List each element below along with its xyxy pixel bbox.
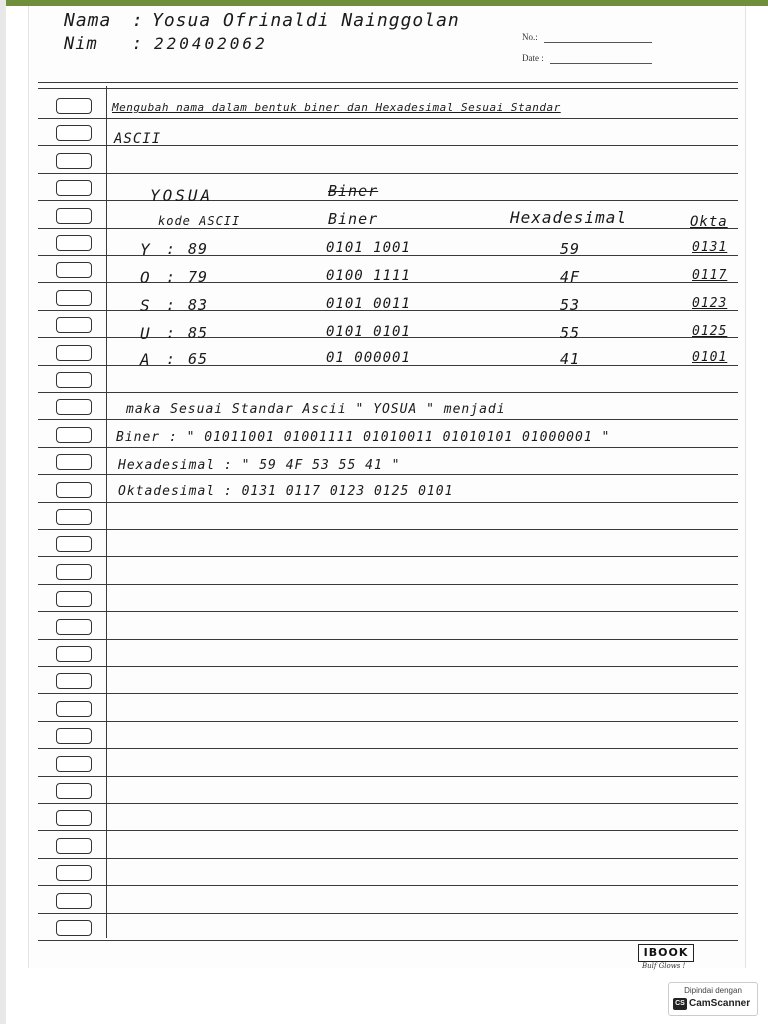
date-line bbox=[550, 63, 652, 64]
row-letter: U bbox=[140, 324, 151, 343]
name-label: Nama bbox=[64, 10, 112, 31]
notebook-brand-logo: IBOOK bbox=[638, 944, 694, 962]
row-letter: S bbox=[140, 296, 151, 315]
spiral-ring bbox=[56, 756, 92, 772]
spiral-ring bbox=[56, 783, 92, 799]
no-line bbox=[544, 42, 652, 43]
notebook-tagline: Bulf Glows ! bbox=[642, 962, 686, 970]
row-colon: : bbox=[166, 296, 177, 314]
header-kode-ascii: kode ASCII bbox=[158, 214, 241, 228]
ruled-line bbox=[38, 830, 738, 831]
spiral-ring bbox=[56, 920, 92, 936]
spiral-ring bbox=[56, 208, 92, 224]
summary-line1: maka Sesuai Standar Ascii " YOSUA " menjadi bbox=[126, 402, 506, 417]
row-ascii-code: 79 bbox=[188, 268, 209, 286]
spiral-ring bbox=[56, 509, 92, 525]
row-binary: 0101 0101 bbox=[326, 324, 411, 340]
no-label: No.: bbox=[522, 32, 538, 42]
row-ascii-code: 83 bbox=[188, 296, 209, 314]
camscanner-badge bbox=[668, 982, 758, 1016]
spiral-ring bbox=[56, 427, 92, 443]
ruled-line bbox=[38, 228, 738, 229]
ruled-line bbox=[38, 556, 738, 557]
summary-biner: Biner : " 01011001 01001111 01010011 01010101 01000001 " bbox=[116, 430, 611, 445]
row-hex: 41 bbox=[560, 350, 581, 368]
spiral-ring bbox=[56, 893, 92, 909]
spiral-ring bbox=[56, 125, 92, 141]
ruled-line bbox=[38, 173, 738, 174]
name-word: YOSUA bbox=[150, 186, 214, 205]
ruled-line bbox=[38, 584, 738, 585]
spiral-ring bbox=[56, 235, 92, 251]
struck-word: Biner bbox=[328, 182, 379, 200]
ruled-line bbox=[38, 529, 738, 530]
spiral-ring bbox=[56, 536, 92, 552]
top-rule-2 bbox=[38, 88, 738, 89]
name-separator: : bbox=[132, 10, 144, 31]
row-octal: 0123 bbox=[692, 296, 728, 311]
row-ascii-code: 65 bbox=[188, 350, 209, 368]
spiral-ring bbox=[56, 345, 92, 361]
row-colon: : bbox=[166, 350, 177, 368]
row-letter: Y bbox=[140, 240, 151, 259]
spiral-ring bbox=[56, 482, 92, 498]
summary-oktadesimal: Oktadesimal : 0131 0117 0123 0125 0101 bbox=[118, 484, 454, 499]
ruled-line bbox=[38, 858, 738, 859]
row-binary: 0100 1111 bbox=[326, 268, 411, 284]
ruled-line bbox=[38, 419, 738, 420]
spiral-ring bbox=[56, 454, 92, 470]
spiral-ring bbox=[56, 290, 92, 306]
spiral-ring bbox=[56, 317, 92, 333]
summary-hexadesimal: Hexadesimal : " 59 4F 53 55 41 " bbox=[118, 458, 401, 473]
ruled-line bbox=[38, 118, 738, 119]
spiral-ring bbox=[56, 591, 92, 607]
spiral-ring bbox=[56, 701, 92, 717]
date-label: Date : bbox=[522, 53, 544, 63]
row-hex: 55 bbox=[560, 324, 581, 342]
ruled-line bbox=[38, 803, 738, 804]
ruled-line bbox=[38, 447, 738, 448]
nim-value: 220402062 bbox=[154, 34, 268, 53]
ruled-line bbox=[38, 392, 738, 393]
nim-label: Nim bbox=[64, 34, 98, 54]
spiral-ring bbox=[56, 646, 92, 662]
spiral-ring bbox=[56, 810, 92, 826]
ruled-line bbox=[38, 693, 738, 694]
row-letter: A bbox=[140, 350, 151, 369]
header-biner: Biner bbox=[328, 210, 379, 228]
spiral-ring bbox=[56, 372, 92, 388]
spiral-ring bbox=[56, 399, 92, 415]
row-hex: 4F bbox=[560, 268, 581, 286]
ruled-line bbox=[38, 474, 738, 475]
ruled-line bbox=[38, 639, 738, 640]
spiral-ring bbox=[56, 838, 92, 854]
row-hex: 59 bbox=[560, 240, 581, 258]
row-hex: 53 bbox=[560, 296, 581, 314]
spiral-ring bbox=[56, 180, 92, 196]
header-hexadesimal: Hexadesimal bbox=[510, 208, 627, 227]
row-colon: : bbox=[166, 268, 177, 286]
spiral-ring bbox=[56, 673, 92, 689]
camscanner-icon: CS bbox=[673, 998, 687, 1010]
ruled-line bbox=[38, 666, 738, 667]
heading-line1: Mengubah nama dalam bentuk biner dan Hexadesimal Sesuai Standar bbox=[112, 101, 561, 114]
top-rule bbox=[38, 82, 738, 83]
ruled-line bbox=[38, 721, 738, 722]
row-colon: : bbox=[166, 240, 177, 258]
row-octal: 0117 bbox=[692, 268, 728, 283]
camscanner-caption: Dipindai dengan bbox=[684, 986, 742, 995]
ruled-line bbox=[38, 748, 738, 749]
row-ascii-code: 85 bbox=[188, 324, 209, 342]
ruled-line bbox=[38, 885, 738, 886]
spiral-ring bbox=[56, 262, 92, 278]
row-letter: O bbox=[140, 268, 151, 287]
scan-left-edge bbox=[0, 0, 6, 1024]
ruled-line bbox=[38, 776, 738, 777]
spiral-ring bbox=[56, 728, 92, 744]
nim-separator: : bbox=[132, 34, 144, 54]
header-okta: Okta bbox=[690, 214, 728, 230]
name-value: Yosua Ofrinaldi Nainggolan bbox=[152, 10, 460, 31]
ruled-line bbox=[38, 913, 738, 914]
spiral-ring bbox=[56, 865, 92, 881]
row-binary: 0101 1001 bbox=[326, 240, 411, 256]
spiral-ring bbox=[56, 98, 92, 114]
row-binary: 01 000001 bbox=[326, 350, 411, 366]
ruled-line bbox=[38, 611, 738, 612]
row-octal: 0131 bbox=[692, 240, 728, 255]
heading-line2: ASCII bbox=[114, 131, 162, 147]
spiral-ring bbox=[56, 153, 92, 169]
ruled-line bbox=[38, 502, 738, 503]
ruled-line bbox=[38, 940, 738, 941]
row-octal: 0125 bbox=[692, 324, 728, 339]
spiral-ring bbox=[56, 564, 92, 580]
row-ascii-code: 89 bbox=[188, 240, 209, 258]
camscanner-name: CamScanner bbox=[689, 998, 751, 1009]
ruled-line bbox=[38, 200, 738, 201]
margin-line bbox=[106, 86, 107, 938]
row-octal: 0101 bbox=[692, 350, 728, 365]
spiral-ring bbox=[56, 619, 92, 635]
row-colon: : bbox=[166, 324, 177, 342]
row-binary: 0101 0011 bbox=[326, 296, 411, 312]
